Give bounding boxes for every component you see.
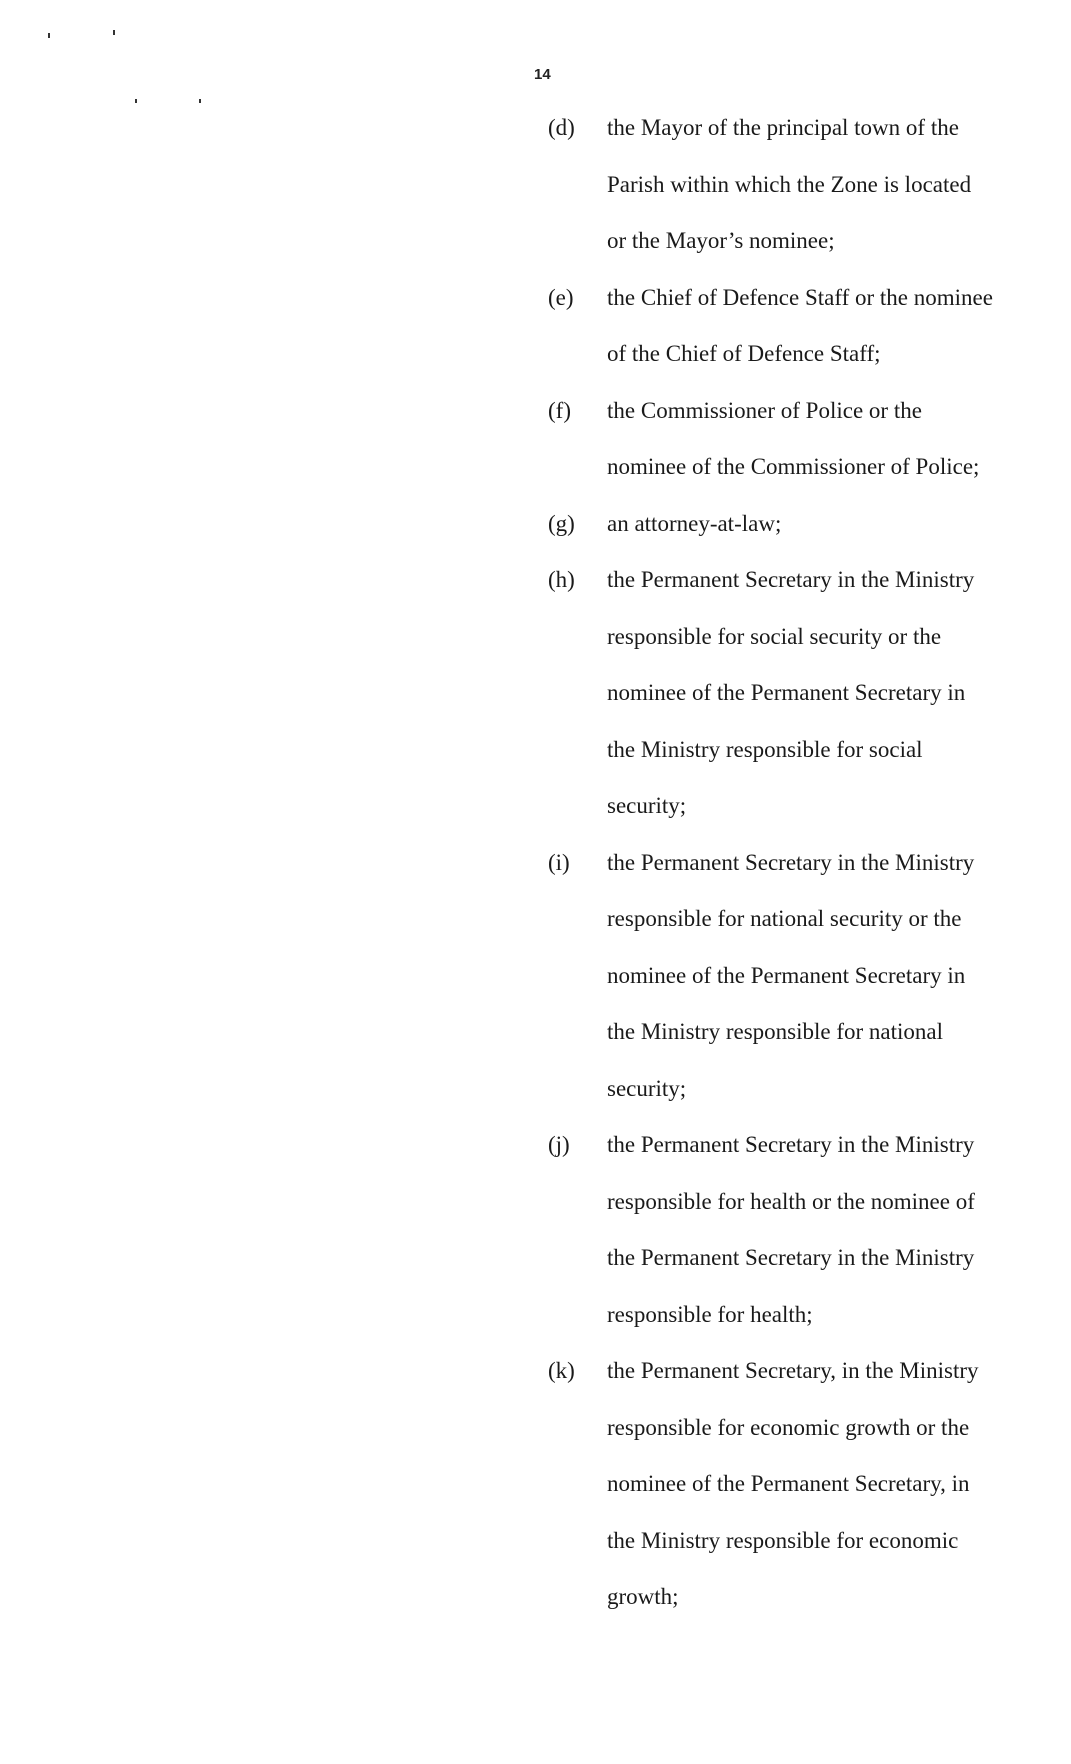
clause-line: nominee of the Commissioner of Police; [607, 454, 980, 479]
clause-item [548, 270, 1048, 383]
clause-line: the Chief of Defence Staff or the nominee [607, 284, 993, 310]
clause-item [548, 100, 1048, 270]
clause-line: or the Mayor’s nominee; [607, 228, 835, 253]
clause-item [548, 552, 1048, 835]
clause-line: responsible for social security or the [607, 623, 942, 649]
scan-speck [199, 99, 201, 103]
clause-item [548, 835, 1048, 1118]
clause-letter: (e) [548, 284, 574, 310]
clause-line: the Mayor of the principal town of the [607, 115, 959, 140]
clause-text [607, 496, 781, 553]
clause-line: responsible for economic growth or the [607, 1414, 970, 1440]
clause-line: Parish within which the Zone is located [607, 171, 972, 197]
page-number: 14 [534, 66, 551, 83]
clause-line: the Ministry responsible for social [607, 736, 923, 762]
scan-speck [135, 99, 137, 103]
clause-text [607, 383, 979, 496]
clause-line: responsible for national security or the [607, 906, 962, 931]
clause-line: the Ministry responsible for economic [607, 1527, 959, 1553]
clause-letter: (i) [548, 849, 570, 875]
clause-line: nominee of the Permanent Secretary, in [607, 1471, 970, 1496]
clause-text [607, 835, 974, 1118]
clause-line: security; [607, 793, 687, 818]
clause-line: responsible for health; [607, 1301, 813, 1327]
clause-letter: (h) [548, 567, 575, 592]
clause-text [607, 100, 971, 270]
clause-text [607, 1117, 975, 1343]
clause-letter: (g) [548, 510, 575, 536]
clause-line: the Ministry responsible for national [607, 1019, 943, 1044]
clause-list [548, 100, 1048, 1626]
clause-line: the Permanent Secretary in the Ministry [607, 849, 975, 875]
clause-item [548, 496, 1048, 553]
scan-speck [113, 30, 115, 35]
clause-text [607, 270, 993, 383]
clause-line: the Permanent Secretary in the Ministry [607, 1245, 975, 1270]
clause-line: the Commissioner of Police or the [607, 397, 922, 423]
clause-line: growth; [607, 1584, 679, 1609]
clause-line: the Permanent Secretary, in the Ministry [607, 1358, 979, 1383]
clause-line: of the Chief of Defence Staff; [607, 341, 881, 366]
clause-line: nominee of the Permanent Secretary in [607, 680, 966, 705]
clause-line: responsible for health or the nominee of [607, 1188, 975, 1214]
clause-letter: (j) [548, 1132, 570, 1157]
scan-speck [48, 33, 50, 38]
clause-letter: (k) [548, 1358, 575, 1383]
clause-letter: (f) [548, 397, 571, 423]
clause-text [607, 552, 974, 835]
clause-line: an attorney-at-law; [607, 510, 782, 536]
clause-line: the Permanent Secretary in the Ministry [607, 567, 975, 592]
clause-line: the Permanent Secretary in the Ministry [607, 1132, 975, 1157]
clause-item [548, 1117, 1048, 1343]
clause-item [548, 383, 1048, 496]
clause-text [607, 1343, 979, 1626]
clause-line: nominee of the Permanent Secretary in [607, 962, 966, 988]
clause-item [548, 1343, 1048, 1626]
clause-line: security; [607, 1075, 687, 1101]
clause-letter: (d) [548, 115, 575, 140]
